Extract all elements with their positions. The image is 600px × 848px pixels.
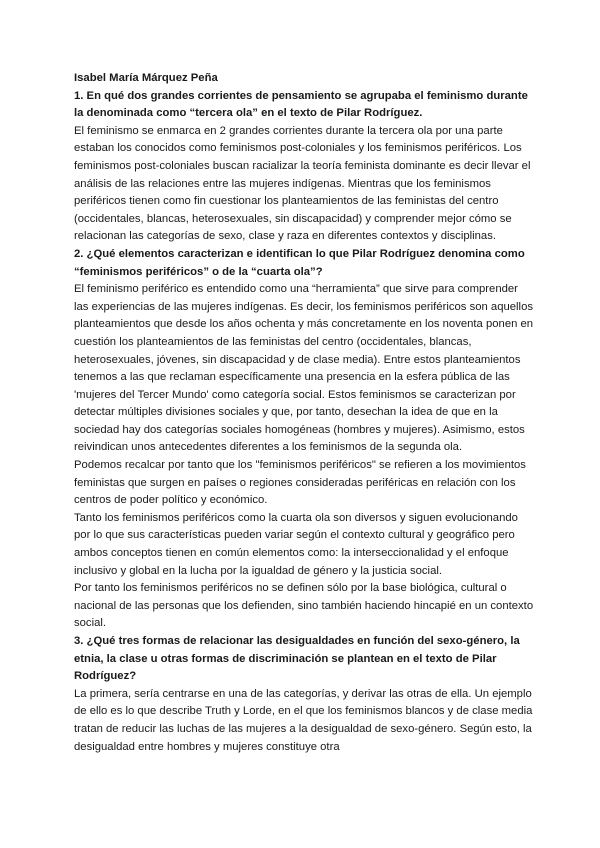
paragraph: Tanto los feminismos periféricos como la cuarta ola son diversos y siguen evolucionando por lo que sus características pueden variar según el contexto cultural y geográfico pero ambos conceptos tienen en común elementos como: la interseccionalidad y el enfoque inclusivo y global en la lucha por la igualdad de género y la justicia social. xyxy=(74,511,518,577)
author-name: Isabel María Márquez Peña xyxy=(74,72,218,84)
paragraph: La primera, sería centrarse en una de las categorías, y derivar las otras de ella. Un ejemplo de ello es lo que describe Truth y Lorde, en el que los feminismos blancos y de clase media tratan de reducir las luchas de las mujeres a la desigualdad de sexo-género. Según esto, la desigualdad entre hombres y mujeres constituye otra xyxy=(74,687,533,753)
section-2 xyxy=(74,246,534,633)
paragraph: Por tanto los feminismos periféricos no se definen sólo por la base biológica, cultural o nacional de las personas que los defienden, sino también haciendo hincapié en un contexto social. xyxy=(74,582,534,630)
paragraph: El feminismo se enmarca en 2 grandes corrientes durante la tercera ola por una parte estaban los conocidos como feminismos post-coloniales y los feminismos periféricos. Los feminismos post-coloniales buscan racializar la teoría feminista dominante es decir llevar el análisis de las relaciones entre las mujeres indígenas. Mientras que los feminismos periféricos tienen como fin cuestionar los planteamientos de las feministas del centro (occidentales, blancas, heterosexuales, sin discapacidad) y comprender mejor cómo se relacionan las categorías de sexo, clase y raza en diferentes contextos y disciplinas. xyxy=(74,124,531,243)
paragraph: El feminismo periférico es entendido como una “herramienta” que sirve para comprender las experiencias de las mujeres indígenas. Es decir, los feminismos periféricos son aquellos planteamientos que desde los años ochenta y más concretamente en los noventa ponen en cuestión los planteamientos de las feministas del centro (occidentales, blancas, heterosexuales, jóvenes, sin discapacidad y de clase media). Entre estos planteamientos tenemos a las que reclaman específicamente una presencia en la esfera pública de las 'mujeres del Tercer Mundo' como categoría social. Estos feminismos se caracterizan por detectar múltiples divisiones sociales y que, por tanto, desechan la idea de que en la sociedad hay dos categorías sociales homogéneas (hombres y mujeres). Asimismo, estos reivindican unos antecedentes diferentes a los feminismos de la segunda ola. xyxy=(74,283,534,454)
paragraph: Podemos recalcar por tanto que los "feminismos periféricos" se refieren a los movimientos feministas que surgen en países o regiones consideradas periféricas en relación con los centros de poder político y económico. xyxy=(74,459,526,507)
question-heading: 1. En qué dos grandes corrientes de pensamiento se agrupaba el feminismo durante la denominada como “tercera ola” en el texto de Pilar Rodríguez. xyxy=(74,89,528,120)
question-heading: 2. ¿Qué elementos caracterizan e identifican lo que Pilar Rodríguez denomina como “feminismos periféricos” o de la “cuarta ola”? xyxy=(74,247,525,278)
document-page xyxy=(74,70,534,756)
section-3 xyxy=(74,633,534,756)
question-heading: 3. ¿Qué tres formas de relacionar las desigualdades en función del sexo-género, la etnia, la clase u otras formas de discriminación se plantean en el texto de Pilar Rodríguez? xyxy=(74,635,520,683)
section-1 xyxy=(74,88,534,246)
